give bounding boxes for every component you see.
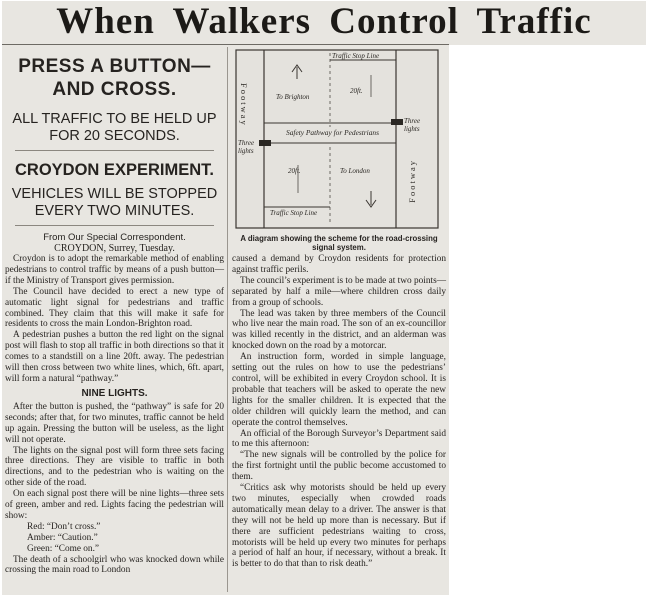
label-safety-pathway: Safety Pathway for Pedestrians	[286, 128, 379, 137]
deck-traffic-held: ALL TRAFFIC TO BE HELD UP FOR 20 SECONDS.	[12, 111, 217, 144]
paragraph: “The new signals will be controlled by the police for the first fortnight until the public become accustomed to them.	[232, 450, 446, 483]
deck-rule	[15, 225, 214, 226]
diagram-drawing	[232, 47, 446, 232]
signal-amber: Amber: “Caution.”	[27, 532, 98, 543]
paragraph: An instruction form, worded in simple language, setting out the rules on how to use the pedestrians’ control, will be exhibited in every Croydon school. It is probable that teachers will be asked to operate the new lights for the smaller children. It is expected that the older children will quickly learn the method, and can operate the control themselves.	[232, 352, 446, 428]
subhead-nine-lights: NINE LIGHTS.	[81, 387, 148, 399]
column-rule	[227, 47, 228, 592]
diagram-caption: A diagram showing the scheme for the road-crossing signal system.	[240, 234, 438, 252]
deck-croydon-experiment: CROYDON EXPERIMENT.	[15, 161, 214, 179]
article-body-left	[5, 254, 224, 576]
deck-press-button: PRESS A BUTTON— AND CROSS.	[18, 56, 211, 100]
signal-red: Red: “Don’t cross.”	[27, 521, 101, 532]
label-three-lights-right: Three lights	[404, 117, 421, 133]
headline-rule	[2, 44, 449, 45]
right-column	[232, 47, 446, 570]
article-body-right	[232, 254, 446, 570]
byline: From Our Special Correspondent.	[43, 232, 186, 243]
paragraph: On each signal post there will be nine lights—three sets of green, amber and red. Lights facing the pedestrian will show:	[5, 489, 224, 521]
left-column	[5, 47, 224, 576]
paragraph: “Critics ask why motorists should be held up every two minutes, especially when crowded roads automatically mean delay to a driver. The answer is that they will not be held up more than is necessary. But if there are sufficient pedestrians waiting to cross, motorists will be held up every two minutes for perhaps a period of half an hour, if necessary, without a break. It is better to do that than to risk death.”	[232, 483, 446, 570]
paragraph: The council’s experiment is to be made at two points—separated by half a mile—where children cross daily from a group of schools.	[232, 275, 446, 308]
paragraph: A pedestrian pushes a button the red light on the signal post will flash to stop all traffic in both directions so that it comes to a standstill on a line 20ft. away. The pedestrian will then cross between two white lines, which, 6ft. apart, will form a natural “pathway.”	[5, 330, 224, 384]
label-distance-bottom: 20ft.	[288, 167, 301, 175]
label-to-london: To London	[340, 167, 370, 175]
paragraph: Croydon is to adopt the remarkable method of enabling pedestrians to control traffic by means of a push button—if the Ministry of Transport gives permission.	[5, 254, 224, 286]
label-footway-right: Footway	[407, 159, 417, 203]
label-three-lights-left: Three lights	[238, 139, 255, 155]
paragraph: The lights on the signal post will form three sets facing three directions. They are visible to traffic in both directions, and to the pedestrian who is waiting on the other side of the road.	[5, 445, 224, 489]
label-footway-left: Footway	[239, 83, 249, 127]
signal-green: Green: “Come on.”	[27, 543, 100, 554]
label-to-brighton: To Brighton	[276, 93, 310, 101]
paragraph: caused a demand by Croydon residents for protection against traffic perils.	[232, 254, 446, 275]
paragraph: The death of a schoolgirl who was knocked down while crossing the main road to London	[5, 554, 224, 576]
paragraph: The Council have decided to erect a new type of automatic light signal for pedestrians and traffic combined. They claim that this will make it safe for residents to cross the main London-Brighton road.	[5, 286, 224, 330]
paragraph: An official of the Borough Surveyor’s Department said to me this afternoon:	[232, 428, 446, 450]
deck-vehicles-stopped: VEHICLES WILL BE STOPPED EVERY TWO MINUTES.	[11, 186, 218, 219]
label-stop-line-bottom: Traffic Stop Line	[270, 209, 318, 217]
crossing-diagram	[232, 47, 446, 232]
paragraph: After the button is pushed, the “pathway” is safe for 20 seconds; after that, for two minutes, traffic cannot be held up again. Pressing the button will be useless, as the light will not operate.	[5, 401, 224, 445]
headline: When Walkers Control Traffic	[56, 1, 592, 42]
label-distance-top: 20ft.	[350, 87, 363, 95]
signal-post-right-icon	[391, 119, 403, 125]
dateline: CROYDON, Surrey, Tuesday.	[54, 243, 175, 254]
label-stop-line-top: Traffic Stop Line	[332, 52, 380, 60]
deck-rule	[15, 150, 214, 151]
paragraph: The lead was taken by three members of the Council who live near the main road. The son of an ex-councillor was killed recently in the district, and an alderman was knocked down on the road by a motorcar.	[232, 308, 446, 352]
